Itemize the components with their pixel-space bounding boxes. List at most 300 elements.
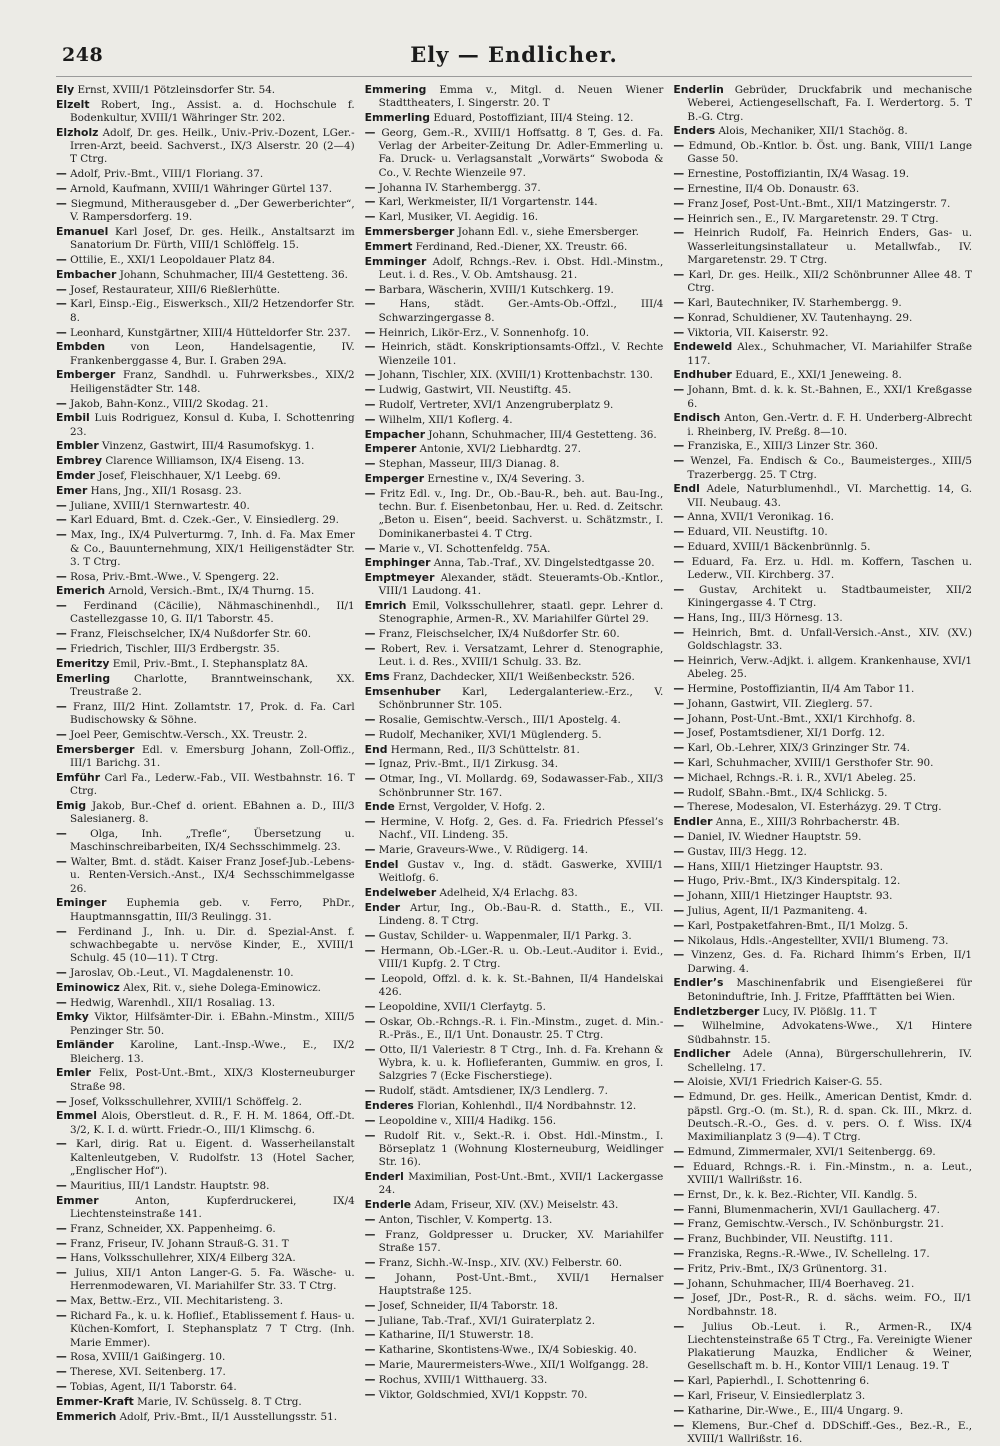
entry-text: Franz, Sandhdl. u. Fuhrwerksbes., XIX/2 Heiligenstädter Str. 148. (70, 369, 355, 395)
entry-text: Karl, Musiker, VI. Aegidig. 16. (378, 211, 539, 224)
entry-text: Heinrich, Bmt. d. Unfall-Versich.-Anst., XIV. (XV.) Goldschlagstr. 33. (687, 626, 972, 653)
directory-entry (56, 799, 355, 827)
directory-entry (673, 583, 972, 611)
entry-name: — (673, 726, 685, 740)
entry-name: — (673, 844, 685, 858)
column-3 (673, 83, 973, 1445)
directory-entry (365, 283, 664, 297)
directory-entry (365, 1170, 664, 1198)
entry-name: Emrich (364, 599, 407, 613)
directory-entry (365, 1358, 664, 1372)
directory-entry (56, 197, 355, 225)
directory-entry (56, 1237, 355, 1251)
entry-name: — (364, 195, 376, 209)
directory-entry (56, 642, 355, 656)
entry-text: Rochus, XVIII/1 Witthauerg. 33. (378, 1373, 548, 1386)
entry-text: Ottilie, E., XXI/1 Leopoldauer Platz 84. (70, 254, 275, 267)
entry-name: — (673, 755, 685, 769)
entry-text: Georg, Gem.-R., XVIII/1 Hoffsattg. 8 T, Ges. d. Fa. Verlag der Arbeiter-Zeitung Dr. Adler-Emmerling u. Fa. Druck- u. Verlagsanstalt „Vorwärts“ Swoboda & Co., V. Rechte Wienzeile 97. (378, 126, 664, 179)
directory-entry (673, 1404, 972, 1418)
entry-name: — (673, 1075, 685, 1089)
column-2 (364, 83, 664, 1401)
entry-text: Jakob, Bahn-Konz., VIII/2 Skodag. 21. (70, 397, 269, 410)
directory-entry (365, 1328, 664, 1342)
directory-entry (673, 1188, 972, 1202)
entry-text: Eduard, E., XXI/1 Jeneweing. 8. (735, 369, 902, 382)
directory-entry (673, 726, 972, 740)
directory-entry (365, 1228, 664, 1256)
entry-text: Josef, Postamtsdiener, XI/1 Dorfg. 12. (687, 727, 885, 740)
entry-text: Karl, Einsp.-Eig., Eiswerksch., XII/2 Hetzendorfer Str. 8. (70, 298, 355, 324)
entry-name: — (673, 770, 685, 784)
entry-name: — (364, 843, 376, 857)
entry-name: Empacher (364, 427, 426, 441)
directory-entry (56, 513, 355, 527)
entry-text: Julius Ob.-Leut. i. R., Armen-R., IX/4 Liechtensteinstraße 65 T Ctrg., Fa. Vereinigte Wiener Plakatierung Mauzka, Endlicher & Weiner, Gesellschaft m. b. H., Kontor VIII/1 Lenaug. 19. T (687, 1320, 973, 1373)
entry-text: Hermann, Red., II/3 Schüttelstr. 81. (390, 743, 580, 756)
entry-text: Josef, Schneider, II/4 Taborstr. 18. (378, 1299, 559, 1312)
entry-name: Enderl (364, 1170, 404, 1184)
entry-name: — (673, 741, 685, 755)
entry-name: Ely (56, 83, 75, 96)
entry-name: — (364, 398, 376, 412)
entry-name: Embler (56, 439, 99, 453)
entry-name: — (364, 412, 376, 426)
directory-entry (56, 268, 355, 282)
entry-text: Heinrich, städt. Konskriptionsamts-Offzl., V. Rechte Wienzeile 101. (378, 341, 664, 367)
entry-text: Daniel, IV. Wiedner Hauptstr. 59. (687, 830, 862, 843)
page-header (56, 36, 972, 77)
entry-name: — (364, 1372, 376, 1386)
entry-text: Alois, Mechaniker, XII/1 Stachög. 8. (718, 125, 908, 138)
entry-text: Robert, Ing., Assist. a. d. Hochschule f. Bodenkultur, XVIII/1 Währinger Str. 202. (70, 98, 355, 125)
entry-name: Emphinger (364, 556, 431, 570)
entry-text: Marie v., VI. Schottenfeldg. 75A. (378, 542, 551, 555)
entry-name: Emig (56, 798, 87, 812)
entry-name: — (364, 1042, 376, 1056)
directory-entry (365, 368, 664, 382)
directory-entry (365, 457, 664, 471)
entry-text: Joel Peer, Gemischtw.-Versch., XX. Treustr. 2. (70, 728, 308, 741)
entry-text: Adele (Anna), Bürgerschullehrerin, IV. Schellelng. 17. (687, 1048, 973, 1074)
entry-text: Karl, Papierhdl., I. Schottenring 6. (687, 1375, 870, 1388)
directory-entry (365, 858, 664, 886)
entry-text: Richard Fa., k. u. k. Hoflief., Etablissement f. Haus- u. Küchen-Komfort, I. Stephansplatz 7 T Ctrg. (Inh. Marie Emmer). (70, 1310, 355, 1349)
directory-entry (673, 654, 972, 682)
entry-name: — (56, 1236, 67, 1250)
entry-name: — (673, 948, 685, 962)
entry-text: Otto, II/1 Valeriestr. 8 T Ctrg., Inh. d. Fa. Krehann & Wybra, k. u. k. Hoflieferanten, Gummiw. en gros, I. Salzgries 7 (Ecke Fischerstiege). (378, 1043, 664, 1083)
directory-entry (56, 700, 355, 728)
directory-entry (56, 966, 355, 980)
entry-text: Stephan, Masseur, III/3 Dianag. 8. (378, 458, 560, 471)
entry-text: Adelheid, X/4 Erlachg. 83. (439, 887, 578, 900)
entry-name: — (673, 295, 685, 309)
directory-entry (56, 182, 355, 196)
directory-entry (673, 1291, 972, 1319)
entry-text: Anna, XVII/1 Veronikag. 16. (687, 511, 834, 524)
entry-name: End (364, 742, 388, 756)
entry-name: — (56, 642, 67, 656)
entry-text: Nikolaus, Hdls.-Angestellter, XVII/1 Blumeng. 73. (687, 934, 949, 947)
directory-entry (673, 860, 972, 874)
entry-text: Karl, Postpaketfahren-Bmt., II/1 Molzg. 5. (687, 919, 909, 932)
entry-text: Adele, Naturblumenhdl., VI. Marchettig. 14, G. VII. Neubaug. 43. (687, 483, 973, 509)
entry-text: Michael, Rchngs.-R. i. R., XVI/1 Abeleg. 25. (687, 771, 917, 784)
entry-name: — (673, 1019, 685, 1033)
entry-text: Olga, Inh. „Trefle“, Übersetzung u. Maschinschreibarbeiten, IX/4 Sechsschimmelg. 23. (70, 827, 355, 854)
entry-name: — (56, 196, 67, 210)
directory-entry (673, 889, 972, 903)
directory-entry (56, 1395, 355, 1409)
entry-text: Heinrich, Verw.-Adjkt. i. allgem. Krankenhause, XVI/1 Abeleg. 25. (687, 654, 973, 681)
directory-entry (673, 1320, 972, 1374)
entry-name: — (56, 1221, 67, 1235)
directory-entry (365, 126, 664, 180)
entry-name: Endisch (673, 411, 721, 425)
entry-text: Karl, Ledergalanteriew.-Erz., V. Schönbrunner Str. 105. (378, 685, 664, 712)
directory-entry (365, 542, 664, 556)
entry-name: — (673, 610, 685, 624)
directory-entry (365, 1213, 664, 1227)
entry-name: Endhuber (673, 368, 732, 382)
directory-entry (56, 925, 355, 966)
entry-text: Rudolf Rit. v., Sekt.-R. i. Obst. Hdl.-Minstm., I. Börseplatz 1 (Wohnung Klosterneuburg, Weidlinger Str. 16). (378, 1129, 664, 1169)
entry-text: Fanni, Blumenmacherin, XVI/1 Gaullacherg. 47. (687, 1203, 940, 1216)
entry-name: Emmer (56, 1193, 99, 1207)
entry-name: — (364, 541, 376, 555)
entry-name: — (56, 1380, 67, 1394)
entry-name: Emersberger (56, 742, 135, 756)
entry-name: — (56, 1309, 67, 1323)
directory-entry (365, 713, 664, 727)
directory-entry (365, 599, 664, 627)
directory-entry (56, 627, 355, 641)
directory-entry (365, 556, 664, 570)
directory-entry (673, 182, 972, 196)
entry-name: — (673, 540, 685, 553)
entry-name: Emmel (56, 1109, 97, 1123)
entry-text: Viktor, Goldschmied, XVI/1 Koppstr. 70. (378, 1388, 588, 1401)
entry-text: Hans, Volksschullehrer, XIX/4 Eilberg 32A. (70, 1252, 296, 1265)
directory-entry (365, 685, 664, 713)
entry-name: — (364, 727, 376, 741)
entry-text: Fritz Edl. v., Ing. Dr., Ob.-Bau-R., beh. aut. Bau-Ing., techn. Bur. f. Eisenbetonbau, Her. u. Red. d. Zeitschr. „Beton u. Eisen“, beeid. Sachverst. u. Schätzmstr., I. Dominikanerbastei 4. T Ctrg. (378, 487, 664, 540)
entry-name: — (56, 282, 67, 296)
entry-name: — (673, 1232, 685, 1246)
entry-name: — (56, 528, 67, 542)
directory-entry (673, 226, 972, 267)
entry-text: Johann, Schuhmacher, III/4 Gestetteng. 36. (428, 428, 657, 441)
entry-text: Charlotte, Branntweinschank, XX. Treustraße 2. (70, 672, 355, 698)
entry-text: Luis Rodriguez, Konsul d. Kuba, I. Schottenring 23. (70, 412, 355, 438)
directory-entry (673, 697, 972, 711)
entry-text: Leonhard, Kunstgärtner, XIII/4 Hütteldorfer Str. 237. (70, 326, 351, 339)
entry-text: Aloisie, XVI/1 Friedrich Kaiser-G. 55. (687, 1076, 883, 1089)
directory-entry (673, 326, 972, 340)
directory-entry (56, 126, 355, 167)
entry-name: — (364, 1357, 376, 1371)
entry-name: Emmerling (364, 111, 431, 125)
entry-name: Endeweld (673, 340, 733, 354)
directory-entry (673, 296, 972, 310)
entry-name: — (673, 139, 685, 153)
directory-entry (365, 240, 664, 254)
entry-name: — (56, 965, 67, 979)
entry-text: Otmar, Ing., VI. Mollardg. 69, Sodawasser-Fab., XII/3 Schönbrunner Str. 167. (378, 773, 664, 799)
directory-entry (673, 1232, 972, 1246)
directory-entry (673, 626, 972, 654)
directory-entry (673, 454, 972, 482)
entry-name: — (673, 310, 685, 324)
entry-name: Enderlin (673, 83, 724, 96)
entry-text: Anton, Gen.-Vertr. d. F. H. Underberg-Albrecht i. Rheinberg, IV. Preßg. 8—10. (687, 412, 973, 438)
entry-name: — (56, 396, 67, 410)
entry-name: Endler (673, 815, 713, 829)
directory-entry (365, 944, 664, 972)
entry-name: — (56, 513, 67, 527)
entry-name: Embden (56, 340, 106, 354)
entry-text: Franziska, E., XIII/3 Linzer Str. 360. (687, 440, 879, 453)
entry-name: Endlicher (673, 1047, 731, 1061)
entry-text: Rosa, Priv.-Bmt.-Wwe., V. Spengerg. 22. (70, 570, 280, 583)
entry-name: Elzholz (56, 125, 99, 139)
entry-text: Eduard, XVIII/1 Bäckenbrünnlg. 5. (687, 541, 871, 553)
entry-name: — (56, 569, 67, 583)
entry-name: — (364, 282, 376, 296)
entry-text: Johann, XIII/1 Hietzinger Hauptstr. 93. (687, 890, 893, 903)
directory-entry (56, 599, 355, 627)
entry-text: Johann, Post-Unt.-Bmt., XVII/1 Hernalser Hauptstraße 125. (378, 1271, 664, 1297)
entry-text: Adolf, Rchngs.-Rev. i. Obst. Hdl.-Minstm., Leut. i. d. Res., V. Ob. Amtshausg. 21. (378, 255, 664, 281)
entry-text: Leopoldine v., XIII/4 Hadikg. 156. (378, 1114, 557, 1127)
entry-text: Adolf, Dr. ges. Heilk., Univ.-Priv.-Dozent, LGer.-Irren-Arzt, beeid. Sachverst., IX/3 Alserstr. 20 (2—4) T Ctrg. (70, 126, 355, 166)
entry-name: — (364, 642, 376, 656)
entry-text: Gebrüder, Druckfabrik und mechanische Weberei, Actiengesellschaft, Fa. I. Werdertorg. 5. T B.-G. Ctrg. (687, 84, 973, 123)
directory-entry (56, 1294, 355, 1308)
entry-text: Franz, Fleischselcher, IX/4 Nußdorfer Str. 60. (378, 628, 620, 641)
entry-text: Karl, Dr. ges. Heilk., XII/2 Schönbrunner Allee 48. T Ctrg. (687, 268, 973, 295)
entry-text: Hans, Ing., III/3 Hörnesg. 13. (687, 611, 843, 624)
entry-text: Hans, XIII/1 Hietzinger Hauptstr. 93. (687, 860, 883, 873)
entry-name: — (673, 1319, 685, 1333)
directory-entry (365, 1256, 664, 1270)
entry-name: — (364, 971, 376, 985)
entry-text: Franz, III/2 Hint. Zollamtstr. 17, Prok. d. Fa. Carl Budischowsky & Söhne. (70, 700, 355, 727)
directory-entry (673, 934, 972, 948)
entry-name: — (673, 681, 685, 695)
entry-text: Adolf, Priv.-Bmt., VIII/1 Floriang. 37. (70, 168, 264, 181)
directory-entry (56, 1066, 355, 1094)
directory-entry (56, 728, 355, 742)
directory-entry (673, 439, 972, 453)
entry-name: Endler’s (673, 976, 724, 990)
directory-entry (365, 1084, 664, 1098)
directory-entry (365, 571, 664, 599)
directory-entry (673, 510, 972, 524)
directory-entry (673, 815, 972, 829)
entry-name: Emeritzy (56, 656, 110, 670)
entry-text: Rudolf, Vertreter, XVI/1 Anzengruberplatz 9. (378, 399, 614, 412)
entry-name: — (364, 125, 376, 139)
entry-name: — (364, 383, 376, 397)
directory-entry (365, 1000, 664, 1014)
entry-text: von Leon, Handelsagentie, IV. Frankenberggasse 4, Bur. I. Graben 29A. (70, 341, 355, 367)
directory-entry (673, 919, 972, 933)
entry-text: Heinrich sen., E., IV. Margaretenstr. 29. T Ctrg. (687, 212, 939, 225)
entry-text: Rudolf, Mechaniker, XVI/1 Müglenderg. 5. (378, 728, 602, 741)
entry-text: Julius, Agent, II/1 Pazmaniteng. 4. (687, 904, 868, 917)
directory-entry (365, 1343, 664, 1357)
entry-text: Viktoria, VII. Kaiserstr. 92. (687, 326, 829, 339)
entry-text: Hermine, Postoffiziantin, II/4 Am Tabor 11. (687, 682, 915, 695)
entry-name: — (673, 1159, 685, 1173)
directory-entry (365, 886, 664, 900)
directory-entry (56, 439, 355, 453)
entry-text: Johann, Bmt. d. k. k. St.-Bahnen, E., XXI/1 Kreßgasse 6. (687, 384, 973, 410)
directory-columns (56, 83, 973, 1445)
entry-text: Josef, JDr., Post-R., R. d. sächs. weim. FO., II/1 Nordbahnstr. 18. (687, 1292, 973, 1318)
directory-entry (673, 1389, 972, 1403)
directory-entry (673, 268, 972, 296)
entry-text: Ignaz, Priv.-Bmt., II/1 Zirkusg. 34. (378, 758, 559, 771)
entry-text: Julius, XII/1 Anton Langer-G. 5. Fa. Wäsche- u. Herrenmodewaren, VI. Mariahilfer Str. 33. T Ctrg. (70, 1267, 355, 1293)
entry-text: Edl. v. Emersburg Johann, Zoll-Offiz., III/1 Barichg. 31. (70, 743, 355, 769)
entry-name: — (673, 1217, 685, 1231)
entry-name: — (364, 1343, 376, 1357)
directory-entry (365, 413, 664, 427)
entry-text: Viktor, Hilfsämter-Dir. i. EBahn.-Minstm., XIII/5 Penzinger Str. 50. (70, 1011, 355, 1037)
entry-text: Karl Josef, Dr. ges. Heilk., Anstaltsarzt im Sanatorium Dr. Fürth, VIII/1 Schlöffelg. 15. (70, 225, 355, 252)
entry-name: — (673, 829, 685, 843)
directory-entry (365, 670, 664, 684)
directory-entry (365, 843, 664, 857)
entry-name: — (673, 1389, 685, 1403)
entry-text: Karl, Ob.-Lehrer, XIX/3 Grinzinger Str. 74. (687, 742, 910, 755)
entry-text: Hermann, Ob.-LGer.-R. u. Ob.-Leut.-Auditor i. Evid., VIII/1 Kupfg. 2. T Ctrg. (378, 944, 664, 971)
entry-name: Emsenhuber (364, 684, 441, 698)
entry-name: — (364, 929, 376, 943)
directory-entry (56, 855, 355, 896)
entry-name: Endelweber (364, 886, 437, 900)
directory-entry (56, 397, 355, 411)
directory-entry (365, 929, 664, 943)
entry-name: — (673, 889, 685, 903)
entry-text: Johann Edl. v., siehe Emersberger. (457, 225, 639, 238)
directory-entry (56, 469, 355, 483)
entry-text: Siegmund, Mitherausgeber d. „Der Gewerberichter“, V. Rampersdorferg. 19. (70, 197, 355, 224)
entry-text: Therese, Modesalon, VI. Esterházyg. 29. T Ctrg. (687, 801, 942, 814)
directory-entry (365, 1114, 664, 1128)
directory-entry (673, 1005, 972, 1019)
directory-entry (365, 83, 664, 111)
entry-name: — (364, 210, 376, 224)
entry-text: Hans, Jng., XII/1 Rosasg. 23. (90, 484, 242, 497)
directory-entry (673, 1374, 972, 1388)
entry-text: Maschinenfabrik und Eisengießerei für Betoninduftrie, Inh. J. Fritze, Pfaffftätten bei Wien. (687, 977, 973, 1003)
directory-entry (56, 326, 355, 340)
entry-text: Jaroslav, Ob.-Leut., VI. Magdalenenstr. 10. (70, 966, 294, 979)
directory-entry (673, 830, 972, 844)
entry-text: Felix, Post-Unt.-Bmt., XIX/3 Klosterneuburger Straße 98. (70, 1067, 355, 1093)
entry-name: — (56, 498, 67, 512)
entry-text: Edmund, Dr. ges. Heilk., American Dentist, Kmdr. d. päpstl. Grg.-O. (m. St.), R. d. span. Ck. III., Mkrz. d. Deutsch.-R.-O., Ges. d. v. pers. O. f. Wiss. IX/4 Maximilianplatz 3 (9—4). T Ctrg. (687, 1091, 973, 1144)
entry-text: Franziska, Regns.-R.-Wwe., IV. Schellelng. 17. (687, 1248, 930, 1261)
directory-entry (365, 487, 664, 541)
entry-name: — (56, 1251, 67, 1265)
directory-entry (365, 772, 664, 800)
entry-text: Adam, Friseur, XIV. (XV.) Meiselstr. 43. (414, 1199, 619, 1212)
directory-entry (673, 83, 972, 124)
directory-entry (673, 482, 972, 510)
entry-name: Emer (56, 483, 88, 497)
entry-name: — (673, 800, 685, 814)
entry-name: — (673, 903, 685, 917)
entry-name: — (673, 1261, 685, 1275)
entry-text: Katharine, II/1 Stuwerstr. 18. (378, 1329, 534, 1342)
directory-entry (673, 712, 972, 726)
entry-name: — (673, 1418, 685, 1432)
entry-text: Arnold, Versich.-Bmt., IX/4 Thurng. 15. (108, 585, 315, 598)
entry-name: Elzelt (56, 97, 90, 111)
entry-text: Franz, Schneider, XX. Pappenheimg. 6. (70, 1222, 276, 1235)
entry-text: Josef, Fleischhauer, X/1 Leebg. 69. (98, 470, 281, 483)
directory-entry (673, 611, 972, 625)
directory-entry (365, 1271, 664, 1299)
entry-name: — (364, 1128, 376, 1142)
entry-text: Franz, Buchbinder, VII. Neustiftg. 111. (687, 1233, 893, 1246)
directory-entry (56, 1038, 355, 1066)
entry-text: Ernestine, Postoffiziantin, IX/4 Wasag. 19. (687, 168, 910, 181)
entry-text: Leopold, Offzl. d. k. k. St.-Bahnen, II/4 Handelskai 426. (378, 972, 664, 999)
entry-text: Ferdinand (Cäcilie), Nähmaschinenhdl., II/1 Castellezgasse 10, G. II/1 Taborstr. 45. (70, 600, 355, 626)
entry-text: Euphemia geb. v. Ferro, PhDr., Hauptmannsgattin, III/3 Reulingg. 31. (70, 897, 355, 923)
entry-name: Emminger (364, 254, 427, 268)
entry-name: — (56, 599, 67, 613)
directory-entry (365, 1198, 664, 1212)
entry-text: Emil, Priv.-Bmt., I. Stephansplatz 8A. (112, 657, 309, 670)
directory-entry (673, 976, 972, 1004)
entry-name: Emländer (56, 1038, 114, 1052)
directory-entry (673, 1203, 972, 1217)
entry-text: Rudolf, städt. Amtsdiener, IX/3 Lendlerg. 7. (378, 1085, 608, 1098)
entry-name: — (673, 1403, 685, 1417)
directory-entry (673, 540, 972, 554)
entry-text: Rosa, XVIII/1 Gaißingerg. 10. (70, 1351, 226, 1364)
entry-text: Friedrich, Tischler, III/3 Erdbergstr. 35. (70, 643, 280, 656)
directory-entry (365, 757, 664, 771)
directory-entry (365, 398, 664, 412)
entry-text: Tobias, Agent, II/1 Taborstr. 64. (70, 1381, 237, 1394)
directory-entry (365, 340, 664, 368)
entry-text: Antonie, XVI/2 Liebhardtg. 27. (419, 443, 581, 456)
entry-name: Emberger (56, 368, 116, 382)
entry-name: — (673, 167, 685, 181)
entry-name: Emerling (56, 671, 111, 685)
entry-text: Wenzel, Fa. Endisch & Co., Baumeisterges., XIII/5 Trazerbergg. 25. T Ctrg. (687, 455, 973, 481)
entry-text: Eduard, Fa. Erz. u. Hdl. m. Koffern, Taschen u. Lederw., VII. Kirchberg. 37. (687, 555, 972, 582)
directory-entry (673, 1075, 972, 1089)
directory-entry (673, 771, 972, 785)
directory-entry (56, 1350, 355, 1364)
directory-entry (673, 682, 972, 696)
entry-name: Emmer-Kraft (56, 1394, 134, 1408)
entry-name: Ender (364, 900, 401, 914)
entry-text: Ernst, XVIII/1 Pötzleinsdorfer Str. 54. (77, 84, 276, 96)
entry-text: Franz Josef, Post-Unt.-Bmt., XII/1 Matzingerstr. 7. (687, 197, 951, 210)
entry-name: Enderle (364, 1198, 412, 1212)
entry-name: — (673, 554, 685, 568)
